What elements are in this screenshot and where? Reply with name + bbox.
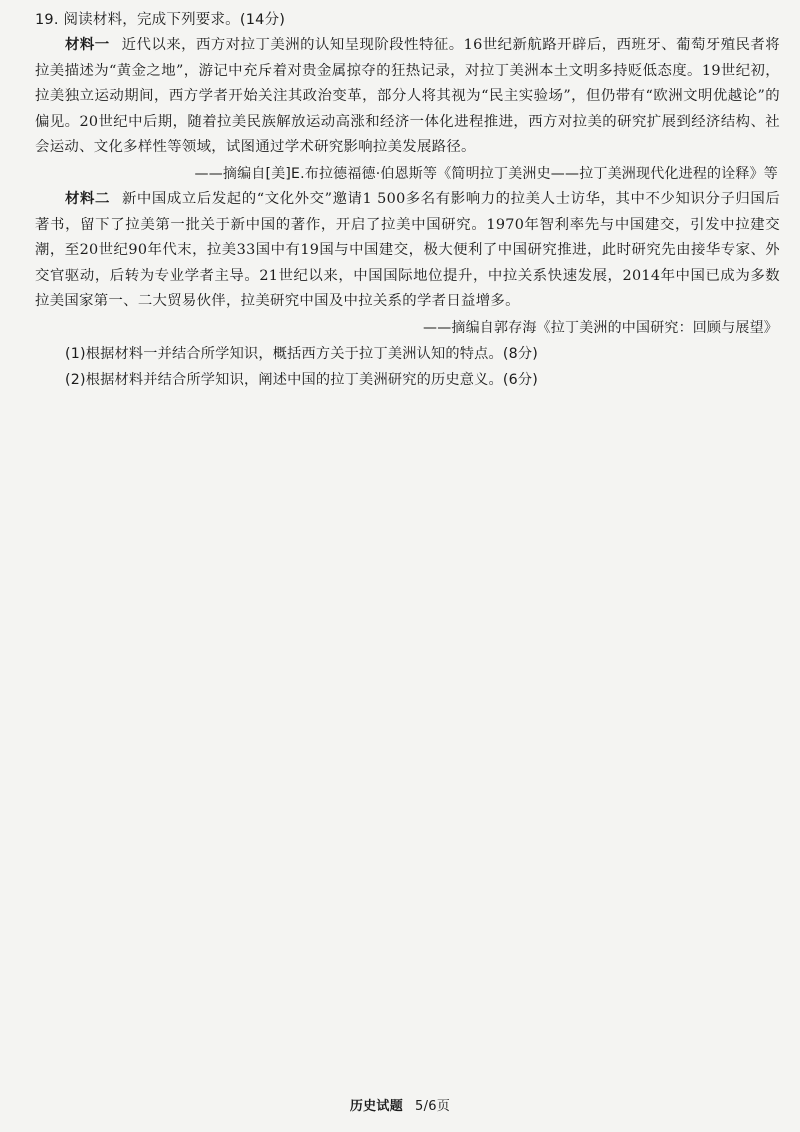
- page-number: 5/6页: [415, 1099, 451, 1114]
- page-footer: [0, 1095, 800, 1114]
- question-block: [35, 8, 780, 393]
- question-title: 19. 阅读材料，完成下列要求。(14分): [35, 12, 286, 28]
- material-one-text: 近代以来，西方对拉丁美洲的认知呈现阶段性特征。16世纪新航路开辟后，西班牙、葡萄牙殖民者将拉美描述为“黄金之地”，游记中充斥着对贵金属掠夺的狂热记录，对拉丁美洲本土文明多持贬低态度。19世纪初，拉美独立运动期间，西方学者开始关注其政治变革，部分人将其视为“民主实验场”，但仍带有“欧洲文明优越论”的偏见。20世纪中后期，随着拉美民族解放运动高涨和经济一体化进程推进，西方对拉美的研究扩展到经济结构、社会运动、文化多样性等领域，试图通过学术研究影响拉美发展路径。: [35, 37, 780, 156]
- material-one-label: 材料一: [65, 37, 110, 53]
- material-two-label: 材料二: [65, 190, 110, 207]
- material-two-source: ——摘编自郭存海《拉丁美洲的中国研究：回顾与展望》: [423, 319, 778, 336]
- material-one: [35, 33, 780, 161]
- sub-question-2: (2)根据材料并结合所学知识，阐述中国的拉丁美洲研究的历史意义。(6分): [65, 371, 539, 388]
- sub-question-1: (1)根据材料一并结合所学知识，概括西方关于拉丁美洲认知的特点。(8分): [65, 345, 539, 362]
- footer-title: 历史试题: [349, 1099, 404, 1114]
- material-two: [35, 187, 780, 315]
- material-one-source: ——摘编自[美]E.布拉德福德·伯恩斯等《简明拉丁美洲史——拉丁美洲现代化进程的诠释》等: [194, 165, 778, 182]
- material-two-text: 新中国成立后发起的“文化外交”邀请1 500多名有影响力的拉美人士访华，其中不少知识分子归国后著书，留下了拉美第一批关于新中国的著作，开启了拉美中国研究。1970年智利率先与中国建交，引发中拉建交潮，至20世纪90年代末，拉美33国中有19国与中国建交，极大便利了中国研究推进，此时研究先由接华专家、外交官驱动，后转为专业学者主导。21世纪以来，中国国际地位提升，中拉关系快速发展，2014年中国已成为多数拉美国家第一、二大贸易伙伴，拉美研究中国及中拉关系的学者日益增多。: [35, 190, 781, 310]
